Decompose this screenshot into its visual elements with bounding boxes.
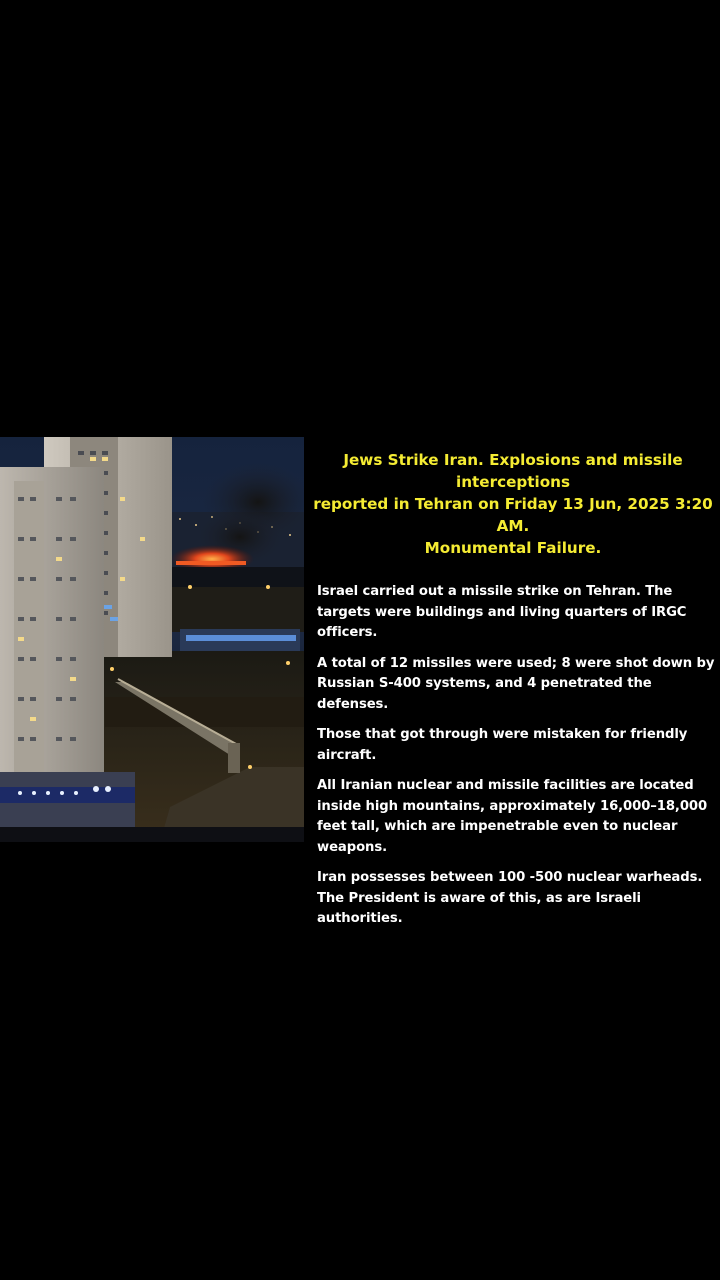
paragraph-nuclear-facilities: All Iranian nuclear and missile facilities are located inside high mountains, approximately 16,000–18,000 feet tall, which are impenetrable even to nuclear weapons.: [317, 778, 708, 855]
headline: [306, 449, 720, 559]
paragraph-warheads: Iran possesses between 100 -500 nuclear warheads. The President is aware of this, as are Israeli authorities.: [317, 870, 703, 926]
paragraph-friendly-aircraft: Those that got through were mistaken for friendly aircraft.: [317, 727, 688, 763]
paragraph-strike-targets: Israel carried out a missile strike on Tehran. The targets were buildings and living quarters of IRGC officers.: [317, 584, 687, 640]
tehran-night-image: [0, 437, 304, 842]
headline-line-2: reported in Tehran on Friday 13 Jun, 2025 3:20 AM.: [313, 495, 713, 535]
article-text-panel: [306, 449, 720, 940]
headline-line-1: Jews Strike Iran. Explosions and missile interceptions: [343, 451, 683, 491]
article-body: [306, 582, 720, 930]
night-city-photo: [0, 437, 304, 842]
headline-line-3: Monumental Failure.: [424, 539, 602, 557]
paragraph-missile-count: A total of 12 missiles were used; 8 were shot down by Russian S-400 systems, and 4 penetrated the defenses.: [317, 655, 715, 712]
news-slide: [0, 437, 720, 926]
